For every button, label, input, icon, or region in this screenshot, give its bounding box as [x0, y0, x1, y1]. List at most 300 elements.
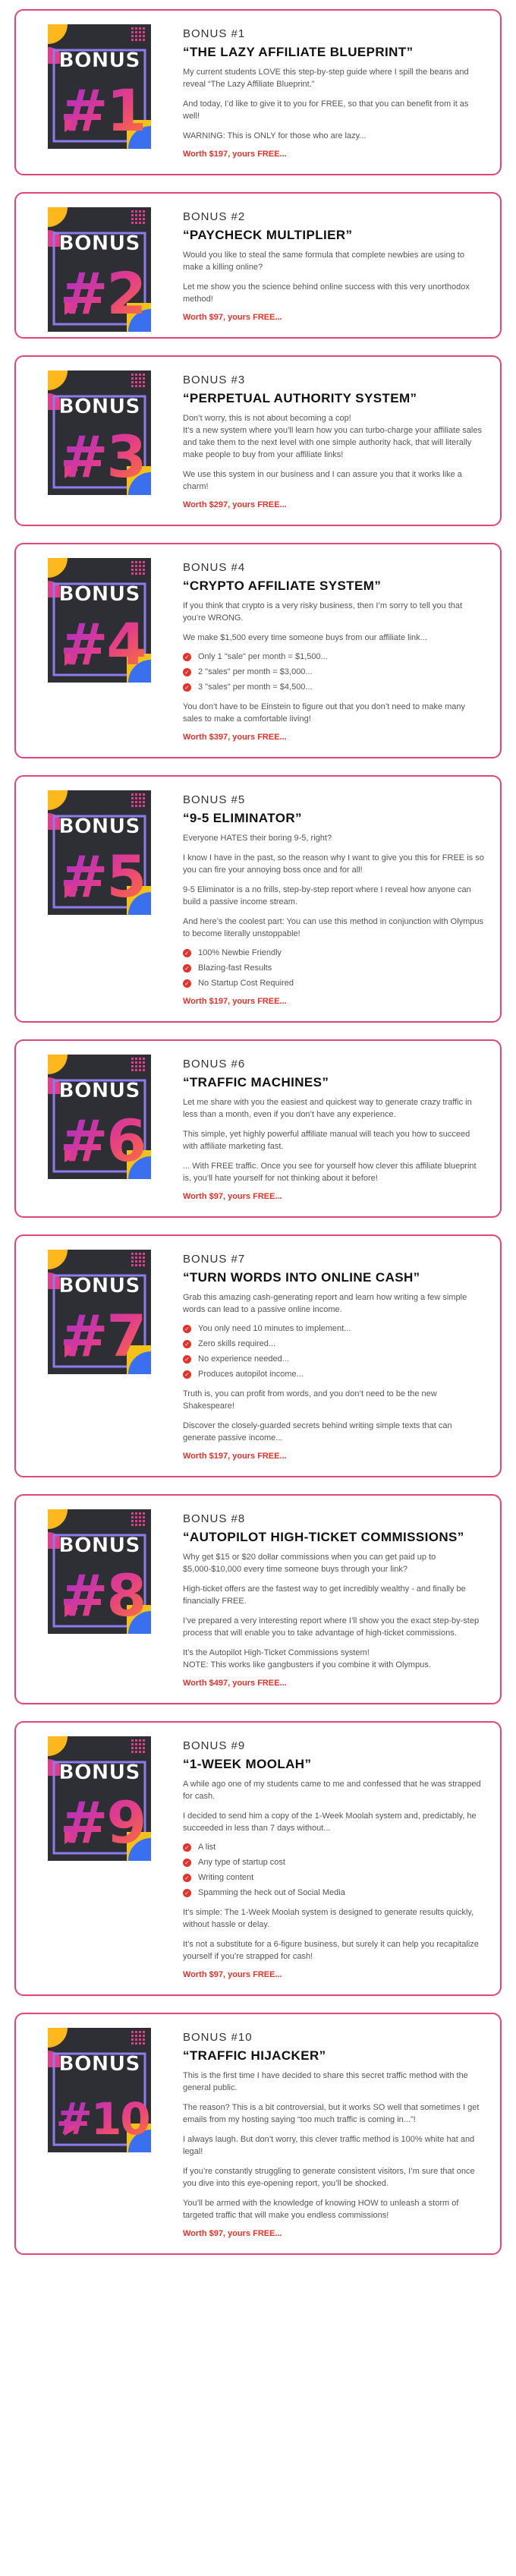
- dot-grid-shape: [135, 805, 137, 807]
- bonus-description: Why get $15 or $20 dollar commissions when you can get paid up to $5,000-$10,000 every time someone buys through your link?: [183, 1553, 436, 1574]
- bonus-description: Would you like to steal the same formula that complete newbies are using to make a killing online?: [183, 251, 464, 272]
- check-icon: ✓: [183, 1355, 191, 1364]
- dot-grid-shape: [139, 2038, 141, 2041]
- bonus-worth: Worth $197, yours FREE...: [183, 150, 287, 159]
- dot-grid-shape: [139, 797, 141, 799]
- thumb-bonus-word: BONUS: [58, 815, 140, 838]
- check-icon: ✓: [183, 1325, 191, 1333]
- dot-grid-shape: [131, 561, 134, 563]
- bonus-description: You don’t have to be Einstein to figure out that you don’t need to make many sales to make a comfortable living!: [183, 702, 466, 724]
- dot-grid-shape: [139, 2042, 141, 2045]
- dot-grid-shape: [143, 35, 145, 37]
- dot-grid-shape: [135, 565, 137, 567]
- bonus-card: [14, 1494, 502, 1704]
- dot-grid-shape: [139, 31, 141, 33]
- bonus-label: BONUS #2: [183, 210, 246, 223]
- bonus-description: We use this system in our business and I can assure you that it works like a charm!: [183, 470, 462, 491]
- dot-grid-shape: [139, 1512, 141, 1515]
- dot-grid-shape: [143, 2042, 145, 2045]
- thumb-bonus-word: BONUS: [58, 49, 140, 72]
- dot-grid-shape: [131, 381, 134, 383]
- bonus-title: “TRAFFIC MACHINES”: [183, 1075, 329, 1089]
- dot-grid-shape: [131, 801, 134, 803]
- dot-grid-shape: [143, 793, 145, 796]
- benefit-text: Zero skills required...: [198, 1339, 276, 1348]
- bonus-description: You’ll be armed with the knowledge of knowing HOW to unleash a storm of targeted traffic that will make you endless commissions!: [183, 2199, 459, 2220]
- bonus-card: [14, 1039, 502, 1218]
- benefit-item: [183, 1887, 485, 1899]
- dot-grid-shape: [139, 214, 141, 216]
- dot-grid-shape: [135, 1256, 137, 1259]
- thumb-bonus-number: #6: [59, 1107, 146, 1174]
- benefit-text: 100% Newbie Friendly: [198, 948, 282, 957]
- bonus-description: I always laugh. But don’t worry, this clever traffic method is 100% white hat and legal!: [183, 2135, 475, 2156]
- dot-grid-shape: [135, 793, 137, 796]
- dot-grid-shape: [139, 1739, 141, 1742]
- bonus-label: BONUS #8: [183, 1512, 246, 1525]
- dot-grid-shape: [131, 374, 134, 376]
- dot-grid-shape: [135, 1520, 137, 1522]
- dot-grid-shape: [139, 35, 141, 37]
- bonus-description: Everyone HATES their boring 9-5, right?: [183, 834, 332, 843]
- bonus-label: BONUS #1: [183, 27, 246, 40]
- dot-grid-shape: [139, 1520, 141, 1522]
- check-icon: ✓: [183, 1859, 191, 1867]
- dot-grid-shape: [143, 797, 145, 799]
- dot-grid-shape: [143, 1069, 145, 1071]
- bonus-graphic-icon: [48, 1736, 151, 1861]
- thumb-bonus-word: BONUS: [58, 1761, 140, 1784]
- benefit-text: Blazing-fast Results: [198, 963, 272, 973]
- bonus-graphic-icon: [48, 2028, 151, 2152]
- benefit-text: 3 "sales" per month = $4,500...: [198, 683, 313, 692]
- thumb-bonus-number: #10: [55, 2093, 149, 2145]
- dot-grid-shape: [143, 1751, 145, 1753]
- benefit-list: [183, 947, 485, 989]
- check-icon: ✓: [183, 1843, 191, 1852]
- dot-grid-shape: [131, 218, 134, 220]
- thumb-bonus-number: #8: [59, 1562, 146, 1629]
- dot-grid-shape: [143, 569, 145, 571]
- dot-grid-shape: [143, 1256, 145, 1259]
- thumb-bonus-word: BONUS: [58, 2052, 140, 2076]
- dot-grid-shape: [131, 39, 134, 41]
- dot-grid-shape: [135, 1747, 137, 1749]
- dot-grid-shape: [131, 2035, 134, 2037]
- bonus-title: “THE LAZY AFFILIATE BLUEPRINT”: [183, 45, 414, 59]
- dot-grid-shape: [131, 1747, 134, 1749]
- dot-grid-shape: [143, 1065, 145, 1067]
- dot-grid-shape: [143, 1264, 145, 1266]
- dot-grid-shape: [143, 1743, 145, 1745]
- bonus-card: [14, 543, 502, 758]
- dot-grid-shape: [135, 2035, 137, 2037]
- dot-grid-shape: [139, 2035, 141, 2037]
- check-icon: ✓: [183, 949, 191, 957]
- benefit-item: [183, 1369, 485, 1380]
- bonus-title: “AUTOPILOT HIGH-TICKET COMMISSIONS”: [183, 1530, 464, 1544]
- dot-grid-shape: [135, 374, 137, 376]
- dot-grid-shape: [131, 1253, 134, 1255]
- benefit-item: [183, 978, 485, 989]
- dot-grid-shape: [135, 1512, 137, 1515]
- bonus-description: I know I have in the past, so the reason why I want to give you this for FREE is so you can fire your annoying boss once and for all!: [183, 853, 484, 875]
- dot-grid-shape: [131, 1058, 134, 1060]
- benefit-list: [183, 651, 485, 693]
- bonus-description: And today, I’d like to give it to you for FREE, so that you can benefit from it as well!: [183, 99, 469, 121]
- benefit-text: No Startup Cost Required: [198, 979, 294, 988]
- bonus-graphic-icon: [48, 370, 151, 495]
- dot-grid-shape: [139, 381, 141, 383]
- bonus-description: Don’t worry, this is not about becoming a cop! It’s a new system where you’ll learn how you can turbo-charge your affiliate sales and take them to the next level with one simple authority hack, that will literally make people to buy from your affiliate links!: [183, 414, 482, 459]
- dot-grid-shape: [139, 1751, 141, 1753]
- dot-grid-shape: [131, 2038, 134, 2041]
- dot-grid-shape: [131, 1260, 134, 1263]
- dot-grid-shape: [143, 1512, 145, 1515]
- bonus-description: A while ago one of my students came to me and confessed that he was strapped for cash.: [183, 1780, 481, 1801]
- bonus-card: [14, 775, 502, 1023]
- dot-grid-shape: [131, 1069, 134, 1071]
- dot-grid-shape: [135, 39, 137, 41]
- bonus-description: ... With FREE traffic. Once you see for yourself how clever this affiliate blueprint is, you’ll hate yourself for not thinking about it before!: [183, 1162, 477, 1183]
- dot-grid-shape: [139, 805, 141, 807]
- dot-grid-shape: [143, 222, 145, 224]
- bonus-title: “CRYPTO AFFILIATE SYSTEM”: [183, 579, 382, 593]
- bonus-graphic-icon: [48, 1250, 151, 1374]
- bonus-description: 9-5 Eliminator is a no frills, step-by-step report where I reveal how anyone can build a passive income stream.: [183, 885, 471, 906]
- check-icon: ✓: [183, 1340, 191, 1348]
- bonus-description: This simple, yet highly powerful affiliate manual will teach you how to succeed with affiliate marketing fast.: [183, 1130, 470, 1151]
- dot-grid-shape: [135, 1058, 137, 1060]
- dot-grid-shape: [143, 374, 145, 376]
- check-icon: ✓: [183, 683, 191, 692]
- dot-grid-shape: [139, 1516, 141, 1518]
- dot-grid-shape: [143, 1747, 145, 1749]
- dot-grid-shape: [131, 1061, 134, 1064]
- check-icon: ✓: [183, 1370, 191, 1379]
- bonus-description: Let me show you the science behind online success with this very unorthodox method!: [183, 282, 470, 304]
- bonus-worth: Worth $297, yours FREE...: [183, 500, 287, 509]
- dot-grid-shape: [131, 210, 134, 213]
- dot-grid-shape: [135, 222, 137, 224]
- dot-grid-shape: [139, 565, 141, 567]
- dot-grid-shape: [139, 1260, 141, 1263]
- dot-grid-shape: [143, 2031, 145, 2033]
- benefit-text: Produces autopilot income...: [198, 1370, 304, 1379]
- thumb-bonus-number: #2: [59, 260, 146, 327]
- benefit-item: [183, 947, 485, 959]
- dot-grid-shape: [143, 1516, 145, 1518]
- bonus-description: And here’s the coolest part: You can use this method in conjunction with Olympus to become literally unstoppable!: [183, 917, 484, 938]
- bonus-title: “PERPETUAL AUTHORITY SYSTEM”: [183, 391, 417, 405]
- bonus-description: It’s simple: The 1-Week Moolah system is designed to generate results quickly, without hassle or delay.: [183, 1908, 474, 1929]
- bonus-description: My current students LOVE this step-by-step guide where I spill the beans and reveal “The Lazy Affiliate Blueprint.”: [183, 68, 469, 89]
- bonus-description: This is the first time I have decided to share this secret traffic method with the general public.: [183, 2071, 468, 2092]
- dot-grid-shape: [139, 1747, 141, 1749]
- dot-grid-shape: [143, 31, 145, 33]
- benefit-item: [183, 1872, 485, 1884]
- dot-grid-shape: [131, 27, 134, 30]
- dot-grid-shape: [139, 1743, 141, 1745]
- bonus-description: I’ve prepared a very interesting report where I’ll show you the exact step-by-step process that will enable you to take advantage of high-ticket commissions.: [183, 1616, 480, 1638]
- dot-grid-shape: [139, 569, 141, 571]
- bonus-worth: Worth $397, yours FREE...: [183, 733, 287, 742]
- dot-grid-shape: [135, 381, 137, 383]
- dot-grid-shape: [131, 2031, 134, 2033]
- bonus-graphic-icon: [48, 207, 151, 332]
- dot-grid-shape: [139, 210, 141, 213]
- dot-grid-shape: [143, 805, 145, 807]
- thumb-bonus-number: #5: [59, 843, 146, 910]
- dot-grid-shape: [135, 1739, 137, 1742]
- dot-grid-shape: [143, 561, 145, 563]
- dot-grid-shape: [131, 797, 134, 799]
- benefit-item: [183, 651, 485, 663]
- dot-grid-shape: [143, 1061, 145, 1064]
- bonus-label: BONUS #4: [183, 561, 246, 574]
- benefit-item: [183, 1354, 485, 1365]
- dot-grid-shape: [143, 385, 145, 387]
- check-icon: ✓: [183, 964, 191, 973]
- thumb-bonus-number: #1: [59, 77, 146, 144]
- bonus-label: BONUS #9: [183, 1739, 246, 1752]
- dot-grid-shape: [139, 1264, 141, 1266]
- dot-grid-shape: [143, 39, 145, 41]
- thumb-bonus-number: #3: [59, 423, 146, 490]
- check-icon: ✓: [183, 1874, 191, 1882]
- dot-grid-shape: [143, 381, 145, 383]
- dot-grid-shape: [135, 377, 137, 380]
- check-icon: ✓: [183, 668, 191, 676]
- bonus-label: BONUS #3: [183, 374, 246, 386]
- benefit-item: [183, 963, 485, 974]
- bonus-worth: Worth $97, yours FREE...: [183, 1970, 282, 1979]
- bonus-card: [14, 2013, 502, 2255]
- dot-grid-shape: [135, 218, 137, 220]
- dot-grid-shape: [139, 1256, 141, 1259]
- thumb-bonus-word: BONUS: [58, 1534, 140, 1557]
- bonus-description: The reason? This is a bit controversial, but it works SO well that sometimes I get emails from my hosting saying “too much traffic is coming in...”!: [183, 2103, 480, 2124]
- dot-grid-shape: [135, 1069, 137, 1071]
- benefit-text: Only 1 "sale" per month = $1,500...: [198, 652, 328, 661]
- dot-grid-shape: [143, 1253, 145, 1255]
- benefit-item: [183, 1857, 485, 1868]
- dot-grid-shape: [131, 1516, 134, 1518]
- dot-grid-shape: [131, 1739, 134, 1742]
- bonus-worth: Worth $97, yours FREE...: [183, 313, 282, 322]
- thumb-bonus-word: BONUS: [58, 1274, 140, 1297]
- bonus-description: It’s the Autopilot High-Ticket Commissions system! NOTE: This works like gangbusters if you combine it with Olympus.: [183, 1648, 431, 1670]
- dot-grid-shape: [143, 565, 145, 567]
- thumb-bonus-word: BONUS: [58, 232, 140, 255]
- bonus-description: Grab this amazing cash-generating report and learn how writing a few simple words can lead to a passive online income.: [183, 1293, 467, 1314]
- dot-grid-shape: [131, 385, 134, 387]
- dot-grid-shape: [135, 1065, 137, 1067]
- dot-grid-shape: [143, 2035, 145, 2037]
- benefit-text: You only need 10 minutes to implement...: [198, 1324, 351, 1333]
- dot-grid-shape: [131, 805, 134, 807]
- bonus-description: We make $1,500 every time someone buys from our affiliate link...: [183, 633, 427, 642]
- dot-grid-shape: [131, 1524, 134, 1526]
- dot-grid-shape: [143, 27, 145, 30]
- bonus-description: Let me share with you the easiest and quickest way to generate crazy traffic in less than a month, even if you don’t have any experience.: [183, 1098, 472, 1119]
- dot-grid-shape: [135, 1260, 137, 1263]
- dot-grid-shape: [139, 385, 141, 387]
- dot-grid-shape: [135, 569, 137, 571]
- dot-grid-shape: [135, 2031, 137, 2033]
- dot-grid-shape: [131, 2042, 134, 2045]
- benefit-text: Spamming the heck out of Social Media: [198, 1888, 345, 1897]
- dot-grid-shape: [143, 572, 145, 575]
- dot-grid-shape: [135, 1743, 137, 1745]
- bonus-worth: Worth $197, yours FREE...: [183, 1452, 287, 1461]
- dot-grid-shape: [135, 214, 137, 216]
- bonus-graphic-icon: [48, 790, 151, 915]
- dot-grid-shape: [131, 31, 134, 33]
- bonus-title: “TRAFFIC HIJACKER”: [183, 2048, 326, 2063]
- dot-grid-shape: [139, 1058, 141, 1060]
- benefit-item: [183, 1338, 485, 1350]
- dot-grid-shape: [143, 1739, 145, 1742]
- bonus-worth: Worth $97, yours FREE...: [183, 1192, 282, 1201]
- dot-grid-shape: [131, 793, 134, 796]
- bonus-title: “TURN WORDS INTO ONLINE CASH”: [183, 1270, 420, 1285]
- bonus-description: If you think that crypto is a very risky business, then I’m sorry to tell you that you’re WRONG.: [183, 601, 463, 623]
- dot-grid-shape: [139, 218, 141, 220]
- bonus-graphic-icon: [48, 1055, 151, 1179]
- bonus-label: BONUS #7: [183, 1253, 246, 1266]
- dot-grid-shape: [131, 1751, 134, 1753]
- dot-grid-shape: [143, 218, 145, 220]
- benefit-item: [183, 1842, 485, 1853]
- dot-grid-shape: [139, 27, 141, 30]
- dot-grid-shape: [143, 210, 145, 213]
- dot-grid-shape: [135, 801, 137, 803]
- dot-grid-shape: [139, 2031, 141, 2033]
- dot-grid-shape: [131, 1264, 134, 1266]
- dot-grid-shape: [143, 377, 145, 380]
- bonus-title: “9-5 ELIMINATOR”: [183, 811, 302, 825]
- dot-grid-shape: [139, 1069, 141, 1071]
- bonus-card: [14, 1234, 502, 1477]
- bonus-graphic-icon: [48, 558, 151, 683]
- dot-grid-shape: [131, 222, 134, 224]
- dot-grid-shape: [143, 2038, 145, 2041]
- dot-grid-shape: [143, 801, 145, 803]
- dot-grid-shape: [135, 1751, 137, 1753]
- bonus-description: I decided to send him a copy of the 1-Week Moolah system and, predictably, he succeeded in less than 7 days without...: [183, 1811, 477, 1833]
- dot-grid-shape: [135, 385, 137, 387]
- dot-grid-shape: [143, 214, 145, 216]
- dot-grid-shape: [131, 35, 134, 37]
- dot-grid-shape: [135, 561, 137, 563]
- dot-grid-shape: [131, 1743, 134, 1745]
- dot-grid-shape: [135, 572, 137, 575]
- dot-grid-shape: [135, 1516, 137, 1518]
- bonus-description: WARNING: This is ONLY for those who are lazy...: [183, 131, 367, 140]
- dot-grid-shape: [135, 1253, 137, 1255]
- bonus-description: It’s not a substitute for a 6-figure business, but surely it can help you recapitalize yourself if you’re strapped for cash!: [183, 1940, 479, 1961]
- bonus-description: If you’re constantly struggling to generate consistent visitors, I’m sure that once you dive into this eye-opening report, you’ll be shocked.: [183, 2167, 475, 2188]
- benefit-text: No experience needed...: [198, 1354, 289, 1364]
- dot-grid-shape: [139, 1065, 141, 1067]
- thumb-bonus-word: BONUS: [58, 395, 140, 418]
- dot-grid-shape: [135, 1264, 137, 1266]
- dot-grid-shape: [139, 801, 141, 803]
- dot-grid-shape: [135, 210, 137, 213]
- dot-grid-shape: [139, 222, 141, 224]
- thumb-bonus-number: #4: [59, 610, 146, 678]
- thumb-bonus-number: #9: [59, 1789, 146, 1856]
- dot-grid-shape: [139, 39, 141, 41]
- dot-grid-shape: [131, 1256, 134, 1259]
- bonus-worth: Worth $197, yours FREE...: [183, 997, 287, 1006]
- thumb-bonus-number: #7: [59, 1302, 146, 1370]
- dot-grid-shape: [131, 377, 134, 380]
- dot-grid-shape: [131, 569, 134, 571]
- dot-grid-shape: [139, 561, 141, 563]
- benefit-text: 2 "sales" per month = $3,000...: [198, 667, 313, 676]
- benefit-text: Writing content: [198, 1873, 254, 1882]
- dot-grid-shape: [139, 1061, 141, 1064]
- benefit-item: [183, 682, 485, 693]
- bonus-title: “1-WEEK MOOLAH”: [183, 1757, 312, 1771]
- benefit-item: [183, 1323, 485, 1335]
- dot-grid-shape: [143, 1058, 145, 1060]
- bonus-label: BONUS #10: [183, 2031, 253, 2044]
- dot-grid-shape: [139, 572, 141, 575]
- dot-grid-shape: [139, 377, 141, 380]
- dot-grid-shape: [131, 565, 134, 567]
- bonus-card: [14, 1721, 502, 1996]
- check-icon: ✓: [183, 979, 191, 988]
- bonus-card: [14, 355, 502, 526]
- dot-grid-shape: [131, 214, 134, 216]
- dot-grid-shape: [135, 27, 137, 30]
- dot-grid-shape: [139, 793, 141, 796]
- dot-grid-shape: [135, 35, 137, 37]
- dot-grid-shape: [135, 797, 137, 799]
- dot-grid-shape: [139, 374, 141, 376]
- bonus-description: High-ticket offers are the fastest way to get incredibly wealthy - and finally be financially FREE.: [183, 1584, 466, 1606]
- dot-grid-shape: [131, 1520, 134, 1522]
- check-icon: ✓: [183, 1889, 191, 1897]
- benefit-list: [183, 1842, 485, 1899]
- dot-grid-shape: [143, 1524, 145, 1526]
- dot-grid-shape: [135, 2038, 137, 2041]
- dot-grid-shape: [135, 1524, 137, 1526]
- bonus-description: Truth is, you can profit from words, and you don’t need to be the new Shakespeare!: [183, 1389, 437, 1411]
- bonus-graphic-icon: [48, 24, 151, 149]
- thumb-bonus-word: BONUS: [58, 1079, 140, 1102]
- dot-grid-shape: [143, 1260, 145, 1263]
- bonus-card: [14, 192, 502, 339]
- thumb-bonus-word: BONUS: [58, 582, 140, 606]
- benefit-item: [183, 667, 485, 678]
- bonus-card: [14, 9, 502, 175]
- benefit-text: A list: [198, 1843, 216, 1852]
- dot-grid-shape: [135, 2042, 137, 2045]
- dot-grid-shape: [131, 1065, 134, 1067]
- benefit-list: [183, 1323, 485, 1380]
- bonus-label: BONUS #6: [183, 1058, 246, 1070]
- bonus-graphic-icon: [48, 1509, 151, 1634]
- check-icon: ✓: [183, 653, 191, 661]
- dot-grid-shape: [131, 1512, 134, 1515]
- bonus-worth: Worth $497, yours FREE...: [183, 1679, 287, 1688]
- dot-grid-shape: [131, 572, 134, 575]
- dot-grid-shape: [139, 1253, 141, 1255]
